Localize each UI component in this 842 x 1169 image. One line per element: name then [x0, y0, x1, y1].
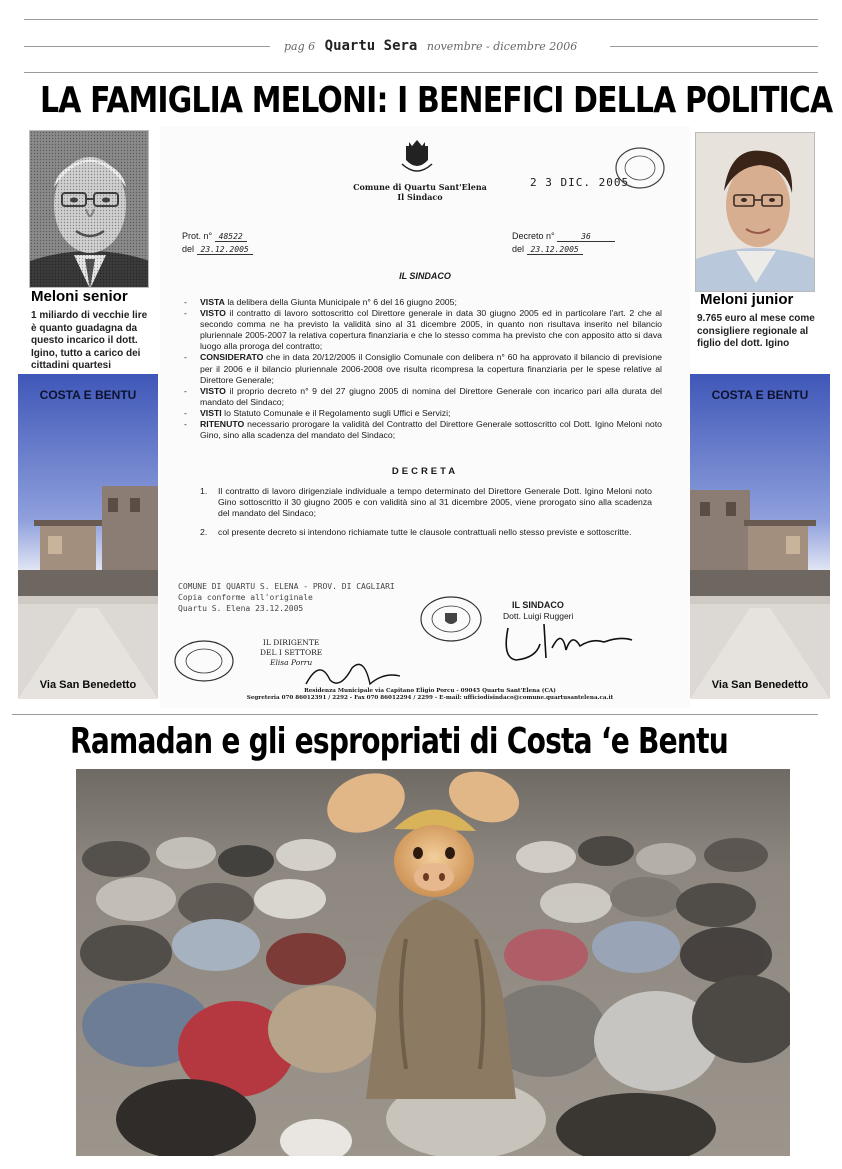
senior-caption-line: questo incarico il dott. — [31, 335, 138, 346]
dirigente-line: Elisa Porru — [269, 658, 313, 667]
header-rule-right — [610, 46, 818, 47]
decree-date: 23.12.2005 — [527, 245, 583, 255]
copy-stamp-line: Copia conforme all'originale — [178, 593, 313, 602]
protocol-label: Prot. n° — [182, 231, 213, 241]
meloni-junior-photo — [695, 132, 815, 292]
prayer-crowd-illustration — [76, 769, 790, 1156]
commune-heading — [320, 182, 520, 202]
main-headline: LA FAMIGLIA MELONI: I BENEFICI DELLA POLITICA — [40, 80, 833, 121]
premise-item: - VISTO il proprio decreto n° 9 del 27 giugno 2005 di nomina del Direttore Generale con incarico pari alla durata del mandato del Sindaco; — [182, 386, 662, 408]
side-panel-title: COSTA E BENTU — [711, 388, 809, 402]
decree-article: 2. col presente decreto si intendono richiamate tutte le clausole contrattuali nello stesso previste e sottoscritte. — [200, 527, 632, 538]
footer-contacts: Segreteria 070 86012391 / 2292 - Fax 070 86012294 / 2299 - E-mail: ufficiodisindaco@comune.quartusantelena.ca.it — [246, 695, 614, 701]
header-rule-left — [24, 46, 270, 47]
protocol-number: 48522 — [215, 232, 247, 242]
decree-date-label: del — [512, 244, 525, 254]
junior-caption-line: 9.765 euro al mese come — [697, 313, 815, 324]
senior-caption-line: è quanto guadagna da — [31, 322, 138, 334]
copy-stamp-line: Quartu S. Elena 23.12.2005 — [178, 604, 304, 613]
coat-of-arms-icon — [400, 138, 434, 176]
decree-title: IL SINDACO — [399, 271, 451, 281]
junior-caption — [697, 313, 827, 351]
prayer-photomontage — [76, 769, 790, 1156]
decree-articles — [200, 486, 652, 546]
decree-premises — [182, 297, 662, 441]
date-stamp: 2 3 DIC. 2005 — [530, 176, 630, 189]
senior-name: Meloni senior — [31, 288, 128, 305]
premise-item: - VISTO il contratto di lavoro sottoscritto col Direttore generale in data 30 giugno 2005 ed in particolare l'art. 2 che al secondo comma ne ha previsto la validità sino al 31 dicembre 2005, in quanto non risultava inserito nel bilancio pluriennale 2005-2007 la relativa copertura finanziaria e che lo stesso comma ha previsto che con apposito atto si dava luogo alla proroga del contratto; — [182, 308, 662, 352]
municipal-seal-icon — [172, 638, 236, 684]
decreta-heading: DECRETA — [391, 466, 459, 477]
meloni-senior-photo — [29, 130, 149, 288]
premise-item: - RITENUTO necessario prorogare la validità del Contratto del Direttore Generale sottoscritto col Dott. Igino Meloni noto Gino, sino alla scadenza del mandato del Sindaco; — [182, 419, 662, 441]
round-stamp-icon — [614, 146, 666, 190]
street-photo-illustration — [690, 374, 830, 699]
section-divider — [12, 714, 818, 715]
dirigente-line: IL DIRIGENTE — [262, 638, 320, 647]
senior-caption-line: cittadini quartesi — [31, 360, 112, 371]
newspaper-name: Quartu Sera — [324, 38, 418, 54]
protocol-block — [182, 230, 253, 256]
commune-name: Comune di Quartu Sant'Elena — [353, 182, 487, 192]
certified-copy-stamp — [178, 581, 395, 614]
mayor-signature-title: IL SINDACO — [512, 600, 564, 610]
municipal-seal-icon — [418, 594, 484, 644]
mayor-decree-document — [160, 126, 690, 708]
protocol-date-label: del — [182, 244, 195, 254]
premise-item: - VISTI lo Statuto Comunale e il Regolamento sugli Uffici e Servizi; — [182, 408, 662, 419]
top-rule — [24, 19, 818, 20]
side-panel-title: COSTA E BENTU — [39, 388, 137, 402]
junior-caption-line: figlio del dott. Igino — [697, 338, 790, 349]
decree-number: 36 — [557, 232, 615, 242]
commune-office: Il Sindaco — [397, 192, 443, 202]
mayor-signature-name: Dott. Luigi Ruggeri — [503, 611, 574, 621]
junior-caption-line: consigliere regionale al — [697, 325, 809, 337]
decree-number-block — [512, 230, 615, 256]
page-header — [284, 38, 577, 54]
junior-portrait-illustration — [696, 133, 815, 292]
costa-e-bentu-panel-left — [18, 374, 158, 699]
senior-caption-line: Igino, tutto a carico dei — [31, 347, 141, 359]
side-panel-caption: Via San Benedetto — [39, 679, 137, 691]
costa-e-bentu-panel-right — [690, 374, 830, 699]
page-number: pag 6 — [284, 40, 316, 53]
street-photo-illustration — [18, 374, 158, 699]
side-panel-caption: Via San Benedetto — [711, 679, 809, 691]
document-footer — [220, 688, 640, 702]
senior-portrait-illustration — [30, 131, 149, 288]
issue-date: novembre - dicembre 2006 — [426, 40, 578, 53]
senior-caption-line: 1 miliardo di vecchie lire — [31, 310, 148, 321]
junior-name: Meloni junior — [700, 291, 794, 308]
footer-address: Residenza Municipale via Capitano Eligio Porcu - 09045 Quartu Sant'Elena (CA) — [304, 688, 556, 694]
copy-stamp-line: COMUNE DI QUARTU S. ELENA - PROV. DI CAGLIARI — [178, 582, 395, 591]
header-bottom-rule — [24, 72, 818, 73]
dirigente-line: DEL I SETTORE — [260, 648, 323, 657]
decree-article: 1. Il contratto di lavoro dirigenziale individuale a tempo determinato del Direttore Generale Dott. Igino Meloni noto Gino sottoscritto il 30 giugno 2005 e con validità sino al 31 dicembre 2005, viene prorogato sino alla scadenza del mandato del Sindaco; — [200, 486, 652, 519]
premise-item: - VISTA la delibera della Giunta Municipale n° 6 del 16 giugno 2005; — [182, 297, 662, 308]
premise-item: - CONSIDERATO che in data 20/12/2005 il Consiglio Comunale con delibera n° 60 ha approvato il bilancio di previsione per il 2006 e il bilancio pluriennale 2006-2008 ove risulta ricompresa la copertura finanziaria per le spese relative al Direttore Generale; — [182, 352, 662, 385]
ramadan-headline: Ramadan e gli espropriati di Costa ‘e Bentu — [70, 721, 728, 762]
mayor-signature-scribble — [500, 618, 640, 668]
decree-number-label: Decreto n° — [512, 231, 555, 241]
senior-caption — [31, 310, 153, 373]
protocol-date: 23.12.2005 — [197, 245, 253, 255]
